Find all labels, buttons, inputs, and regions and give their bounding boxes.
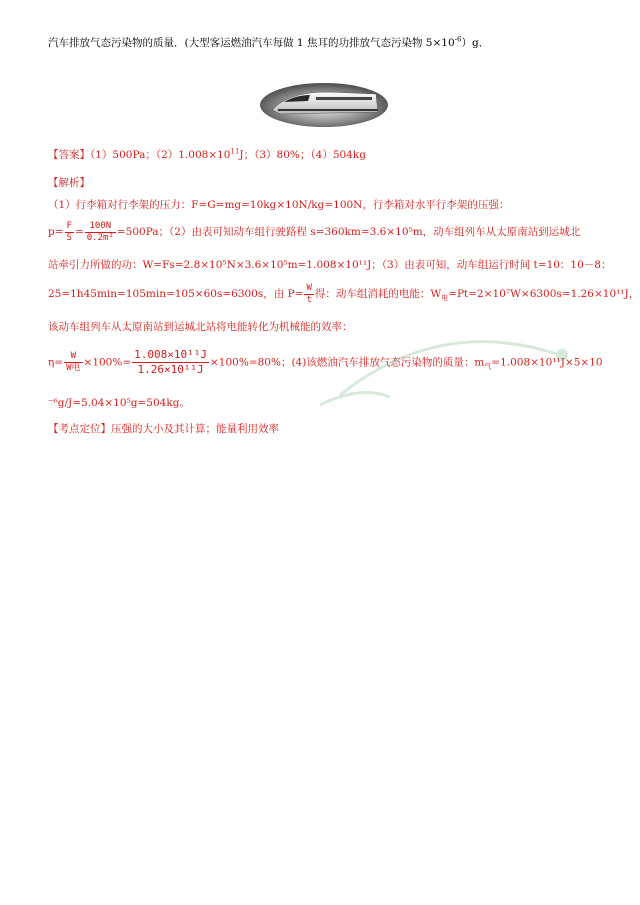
fraction-numerator: F	[66, 220, 72, 231]
analysis-line-3: 站牵引力所做的功：W=Fs=2.8×10⁵N×3.6×10⁵m=1.008×10¹¹J；（3）由表可知，动车组运行时间 t=10：10－8：	[48, 259, 612, 271]
analysis-line-4	[48, 282, 639, 310]
analysis-line-4-text-c: =Pt=2×10⁷W×6300s=1.26×10¹¹J，	[448, 288, 640, 300]
pressure-symbol: p=	[48, 226, 64, 238]
intro-text-end: ）g．	[461, 37, 490, 49]
answer-text-end: J；（3）80%；（4）504kg	[239, 149, 366, 161]
intro-line	[48, 36, 489, 50]
intro-exponent: -6	[454, 35, 462, 44]
answer-line	[48, 148, 366, 162]
analysis-line-4-text: 25=1h45min=105min=105×60s=6300s，由 P=	[48, 288, 304, 300]
analysis-line-2-text: =500Pa；（2）由表可知动车组行驶路程 s=360km=3.6×10⁵m，动车组列车从太原南站到运城北	[116, 226, 581, 238]
answer-text: （1）500Pa；（2）1.008×10	[90, 149, 231, 161]
fraction-denominator: W电	[66, 363, 81, 373]
fraction-100n-over-area	[85, 221, 116, 244]
fraction-denominator: 0.2m²	[86, 232, 114, 243]
fraction-w-over-t	[304, 283, 313, 306]
analysis-tag: 【解析】	[48, 177, 90, 189]
fraction-w-over-we	[64, 351, 82, 374]
fraction-numerator: 100N	[85, 221, 116, 233]
answer-tag: 【答案】	[48, 149, 90, 161]
fraction-f-over-s	[65, 221, 74, 244]
analysis-line-1: （1）行李箱对行李架的压力：F=G=mg=10kg×10N/kg=100N，行李箱对水平行李架的压强：	[48, 199, 510, 211]
answer-exponent: 11	[230, 147, 240, 156]
kaodian-text: 压强的大小及其计算；能量利用效率	[111, 423, 279, 435]
intro-text: 汽车排放气态污染物的质量．(大型客运燃油汽车每做 1 焦耳的功排放气态污染物 5×10	[48, 37, 455, 49]
analysis-line-7: ⁻⁶g/J=5.04×10⁵g=504kg。	[48, 397, 190, 409]
subscript-electric: 电	[441, 294, 449, 303]
train-image	[258, 80, 390, 128]
fraction-energy-ratio	[132, 348, 209, 377]
efficiency-symbol: η=	[48, 356, 64, 369]
percent-text: ×100%=	[83, 356, 132, 369]
equals-sign: =	[74, 226, 84, 238]
analysis-line-6-text: ×100%=80%；(4)该燃油汽车排放气态污染物的质量：m	[210, 356, 485, 369]
fraction-numerator: W	[306, 282, 312, 293]
kaodian-line	[48, 422, 279, 436]
fraction-denominator: 1.26×10¹¹J	[137, 363, 204, 376]
fraction-numerator: 1.008×10¹¹J	[134, 348, 207, 361]
analysis-line-5: 该动车组列车从太原南站到运城北站将电能转化为机械能的效率：	[48, 321, 353, 333]
analysis-line-4-text-b: 得：动车组消耗的电能：W	[314, 288, 442, 300]
analysis-line-2	[48, 220, 580, 244]
fraction-numerator: W	[64, 351, 82, 363]
kaodian-tag: 【考点定位】	[48, 423, 111, 435]
subscript-gas: 气	[484, 362, 492, 371]
analysis-line-6	[48, 348, 603, 381]
fraction-denominator: t	[306, 294, 312, 305]
analysis-line-6-end: =1.008×10¹¹J×5×10	[491, 356, 603, 369]
fraction-denominator: S	[66, 232, 72, 243]
